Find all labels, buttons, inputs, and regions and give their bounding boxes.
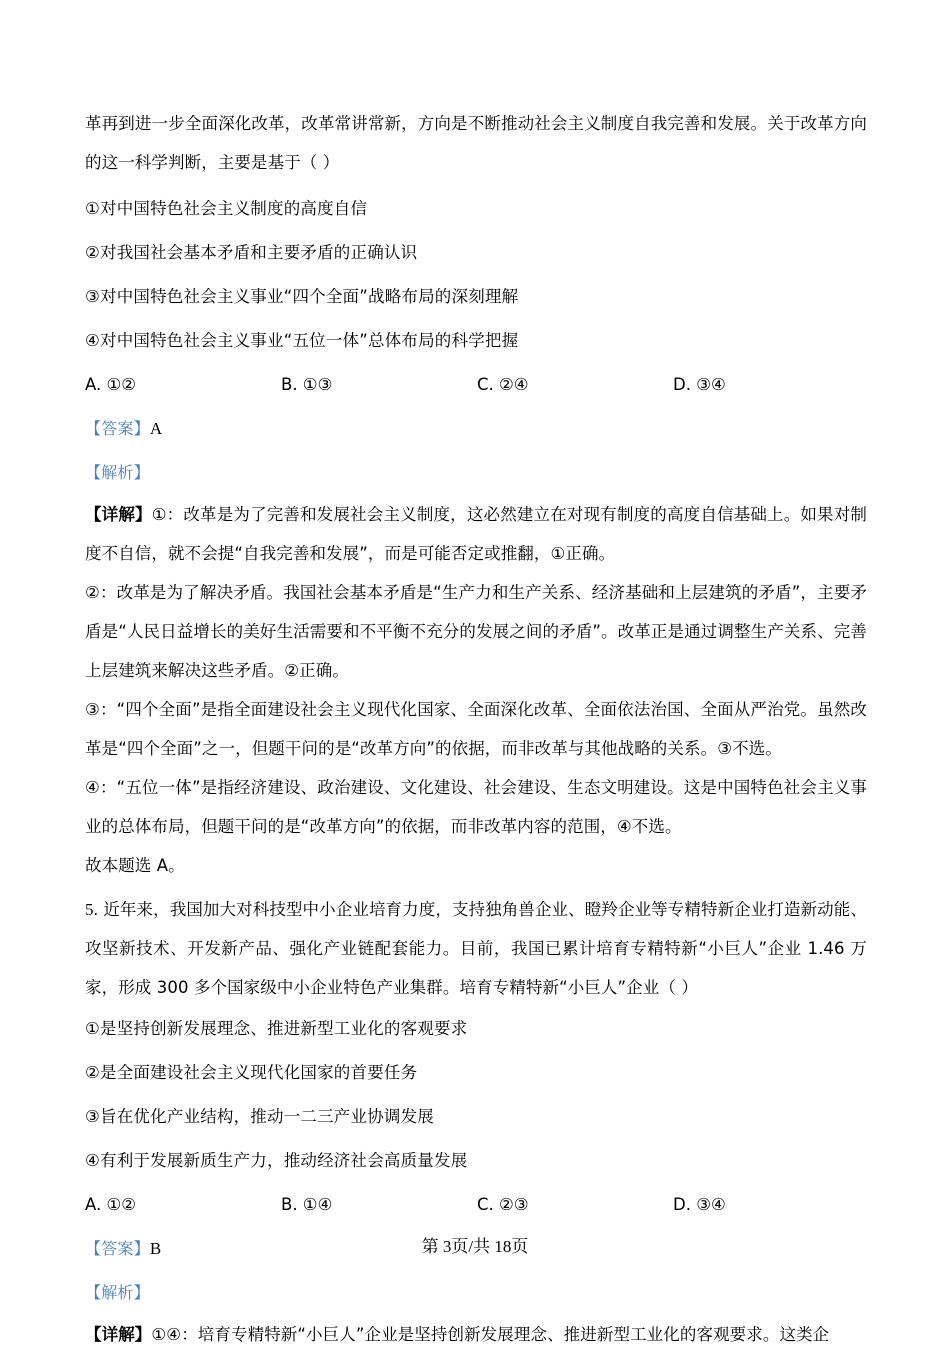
q4-stem-continued: 革再到进一步全面深化改革，改革常讲常新，方向是不断推动社会主义制度自我完善和发展。关于改革方向的这一科学判断，主要是基于（ ） <box>85 114 867 172</box>
page-footer: 第 3页/共 18页 <box>421 1237 529 1256</box>
q4-answer-value: A <box>149 419 163 438</box>
q4-analysis-line <box>85 451 867 495</box>
q5-option-d[interactable]: D. ③④ <box>673 1195 726 1214</box>
analysis-label: 【解析】 <box>85 1283 150 1302</box>
q4-item-2: ②对我国社会基本矛盾和主要矛盾的正确认识 <box>85 243 418 262</box>
q5-options-row <box>85 1183 867 1227</box>
q4-detail-2: ②：改革是为了解决矛盾。我国社会基本矛盾是“生产力和生产关系、经济基础和上层建筑的矛盾”，主要矛盾是“人民日益增长的美好生活需要和不平衡不充分的发展之间的矛盾”。改革正是通过调整生产关系、完善上层建筑来解决这些矛盾。②正确。 <box>85 583 867 680</box>
q5-option-a[interactable]: A. ①② <box>85 1195 137 1214</box>
q5-number: 5. <box>85 900 98 919</box>
q4-item-3: ③对中国特色社会主义事业“四个全面”战略布局的深刻理解 <box>85 287 519 306</box>
q4-conclusion: 故本题选 A。 <box>85 856 185 875</box>
q4-detail-3: ③：“四个全面”是指全面建设社会主义现代化国家、全面深化改革、全面依法治国、全面从严治党。虽然改革是“四个全面”之一，但题干问的是“改革方向”的依据，而非改革与其他战略的关系。③不选。 <box>85 700 867 758</box>
q5-analysis-line <box>85 1271 867 1315</box>
q5-item-1: ①是坚持创新发展理念、推进新型工业化的客观要求 <box>85 1019 468 1038</box>
detail-label: 【详解】 <box>85 505 152 524</box>
q4-option-a[interactable]: A. ①② <box>85 375 137 394</box>
q4-option-b[interactable]: B. ①③ <box>281 375 333 394</box>
q4-detail-4: ④：“五位一体”是指经济建设、政治建设、文化建设、社会建设、生态文明建设。这是中国特色社会主义事业的总体布局，但题干问的是“改革方向”的依据，而非改革内容的范围，④不选。 <box>85 778 867 836</box>
q4-option-d[interactable]: D. ③④ <box>673 375 726 394</box>
q4-detail-1 <box>85 495 867 573</box>
analysis-label: 【解析】 <box>85 463 150 482</box>
q5-detail-partial-text: ①④：培育专精特新“小巨人”企业是坚持创新发展理念、推进新型工业化的客观要求。这类企 <box>151 1325 830 1344</box>
q5-item-2: ②是全面建设社会主义现代化国家的首要任务 <box>85 1063 418 1082</box>
q5-item-4: ④有利于发展新质生产力，推动经济社会高质量发展 <box>85 1151 468 1170</box>
q5-option-c[interactable]: C. ②③ <box>477 1195 529 1214</box>
q4-detail-1-text: ①：改革是为了完善和发展社会主义制度，这必然建立在对现有制度的高度自信基础上。如果对制度不自信，就不会提“自我完善和发展”，而是可能否定或推翻，①正确。 <box>85 505 868 563</box>
answer-label: 【答案】 <box>85 419 150 438</box>
q5-answer-value: B <box>149 1239 162 1258</box>
q5-stem <box>85 890 867 1007</box>
q5-item-3: ③旨在优化产业结构，推动一二三产业协调发展 <box>85 1107 434 1126</box>
q5-detail-partial <box>85 1315 867 1354</box>
q4-answer-line <box>85 407 867 451</box>
q5-option-b[interactable]: B. ①④ <box>281 1195 333 1214</box>
q4-item-1: ①对中国特色社会主义制度的高度自信 <box>85 199 368 218</box>
q4-item-4: ④对中国特色社会主义事业“五位一体”总体布局的科学把握 <box>85 331 519 350</box>
q4-options-row <box>85 363 867 407</box>
detail-label: 【详解】 <box>85 1325 152 1344</box>
q5-stem-text: 近年来，我国加大对科技型中小企业培育力度，支持独角兽企业、瞪羚企业等专精特新企业打造新动能、攻坚新技术、开发新产品、强化产业链配套能力。目前，我国已累计培育专精特新“小巨人”企业 1.46 万家，形成 300 多个国家级中小企业特色产业集群。培育专精特新“小巨人”企业（ ） <box>85 900 867 997</box>
answer-label: 【答案】 <box>85 1239 150 1258</box>
page-content <box>85 104 867 1354</box>
q4-option-c[interactable]: C. ②④ <box>477 375 529 394</box>
